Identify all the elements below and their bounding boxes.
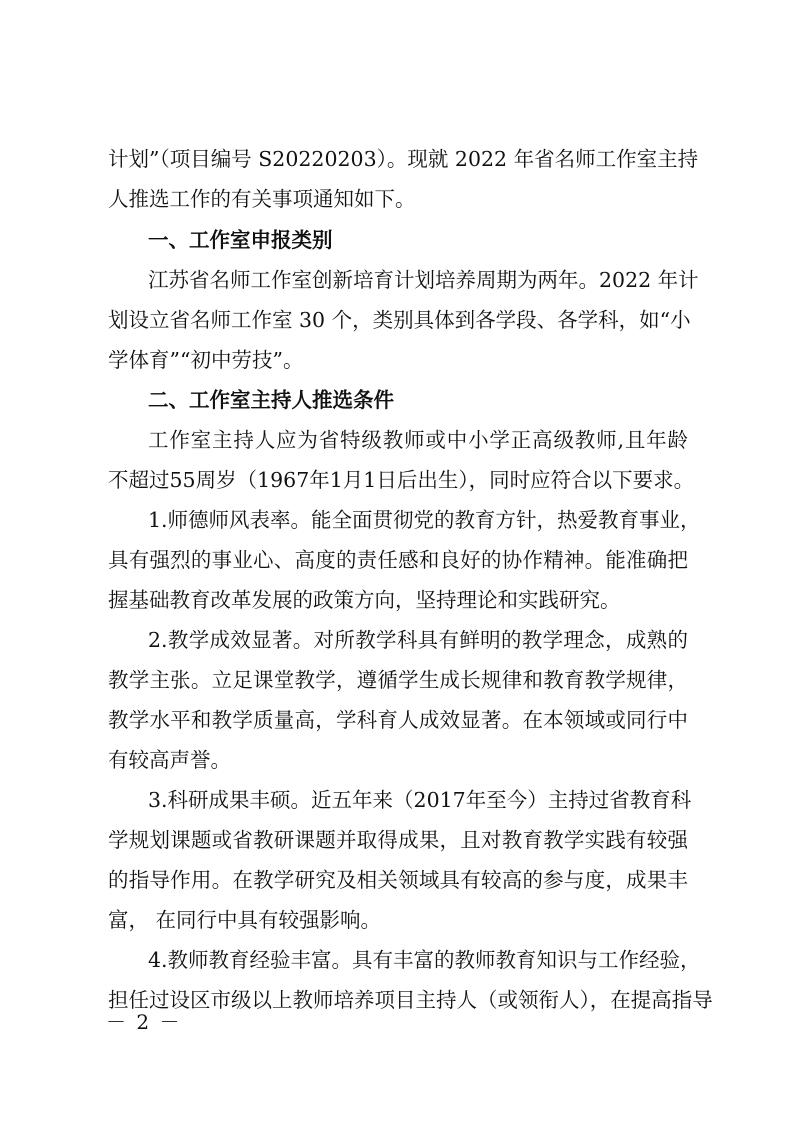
paragraph-line: 教学主张。立足课堂教学，遵循学生成长规律和教育教学规律， — [108, 668, 688, 692]
paragraph-line: 工作室主持人应为省特级教师或中小学正高级教师,且年龄 — [148, 428, 688, 452]
paragraph-line: 握基础教育改革发展的政策方向，坚持理论和实践研究。 — [108, 588, 621, 612]
paragraph-line: 2.教学成效显著。对所教学科具有鲜明的教学理念，成熟的 — [148, 628, 688, 652]
paragraph-line: 学规划课题或省教研课题并取得成果，且对教育教学实践有较强 — [108, 828, 688, 852]
paragraph-line: 1.师德师风表率。能全面贯彻党的教育方针，热爱教育事业， — [148, 508, 701, 532]
paragraph-line: 江苏省名师工作室创新培育计划培养周期为两年。2022 年计 — [148, 268, 699, 292]
paragraph-line: 有较高声誉。 — [108, 748, 231, 772]
paragraph-line: 不超过55周岁（1967年1月1日后出生），同时应符合以下要求。 — [108, 468, 695, 492]
section-heading: 二、工作室主持人推选条件 — [148, 388, 394, 412]
paragraph-line: 4.教师教育经验丰富。具有丰富的教师教育知识与工作经验， — [148, 948, 701, 972]
paragraph-line: 具有强烈的事业心、高度的责任感和良好的协作精神。能准确把 — [108, 548, 688, 572]
paragraph-line: 教学水平和教学质量高，学科育人成效显著。在本领域或同行中 — [108, 708, 688, 732]
paragraph-line: 担任过设区市级以上教师培养项目主持人（或领衔人），在提高指导 — [108, 988, 713, 1012]
paragraph-line: 的指导作用。在教学研究及相关领域具有较高的参与度，成果丰 — [108, 868, 688, 892]
paragraph-line: 学体育”“初中劳技”。 — [108, 348, 304, 372]
paragraph-line: 划设立省名师工作室 30 个，类别具体到各学段、各学科，如“小 — [108, 308, 691, 332]
page-number: － 2 － — [106, 1010, 182, 1034]
section-heading: 一、工作室申报类别 — [148, 228, 333, 252]
paragraph-line: 富， 在同行中具有较强影响。 — [108, 908, 382, 932]
paragraph-line: 计划”（项目编号 S20220203）。现就 2022 年省名师工作室主持 — [108, 147, 699, 171]
paragraph-line: 3.科研成果丰硕。近五年来（2017年至今）主持过省教育科 — [148, 788, 692, 812]
paragraph-line: 人推选工作的有关事项通知如下。 — [108, 187, 416, 211]
